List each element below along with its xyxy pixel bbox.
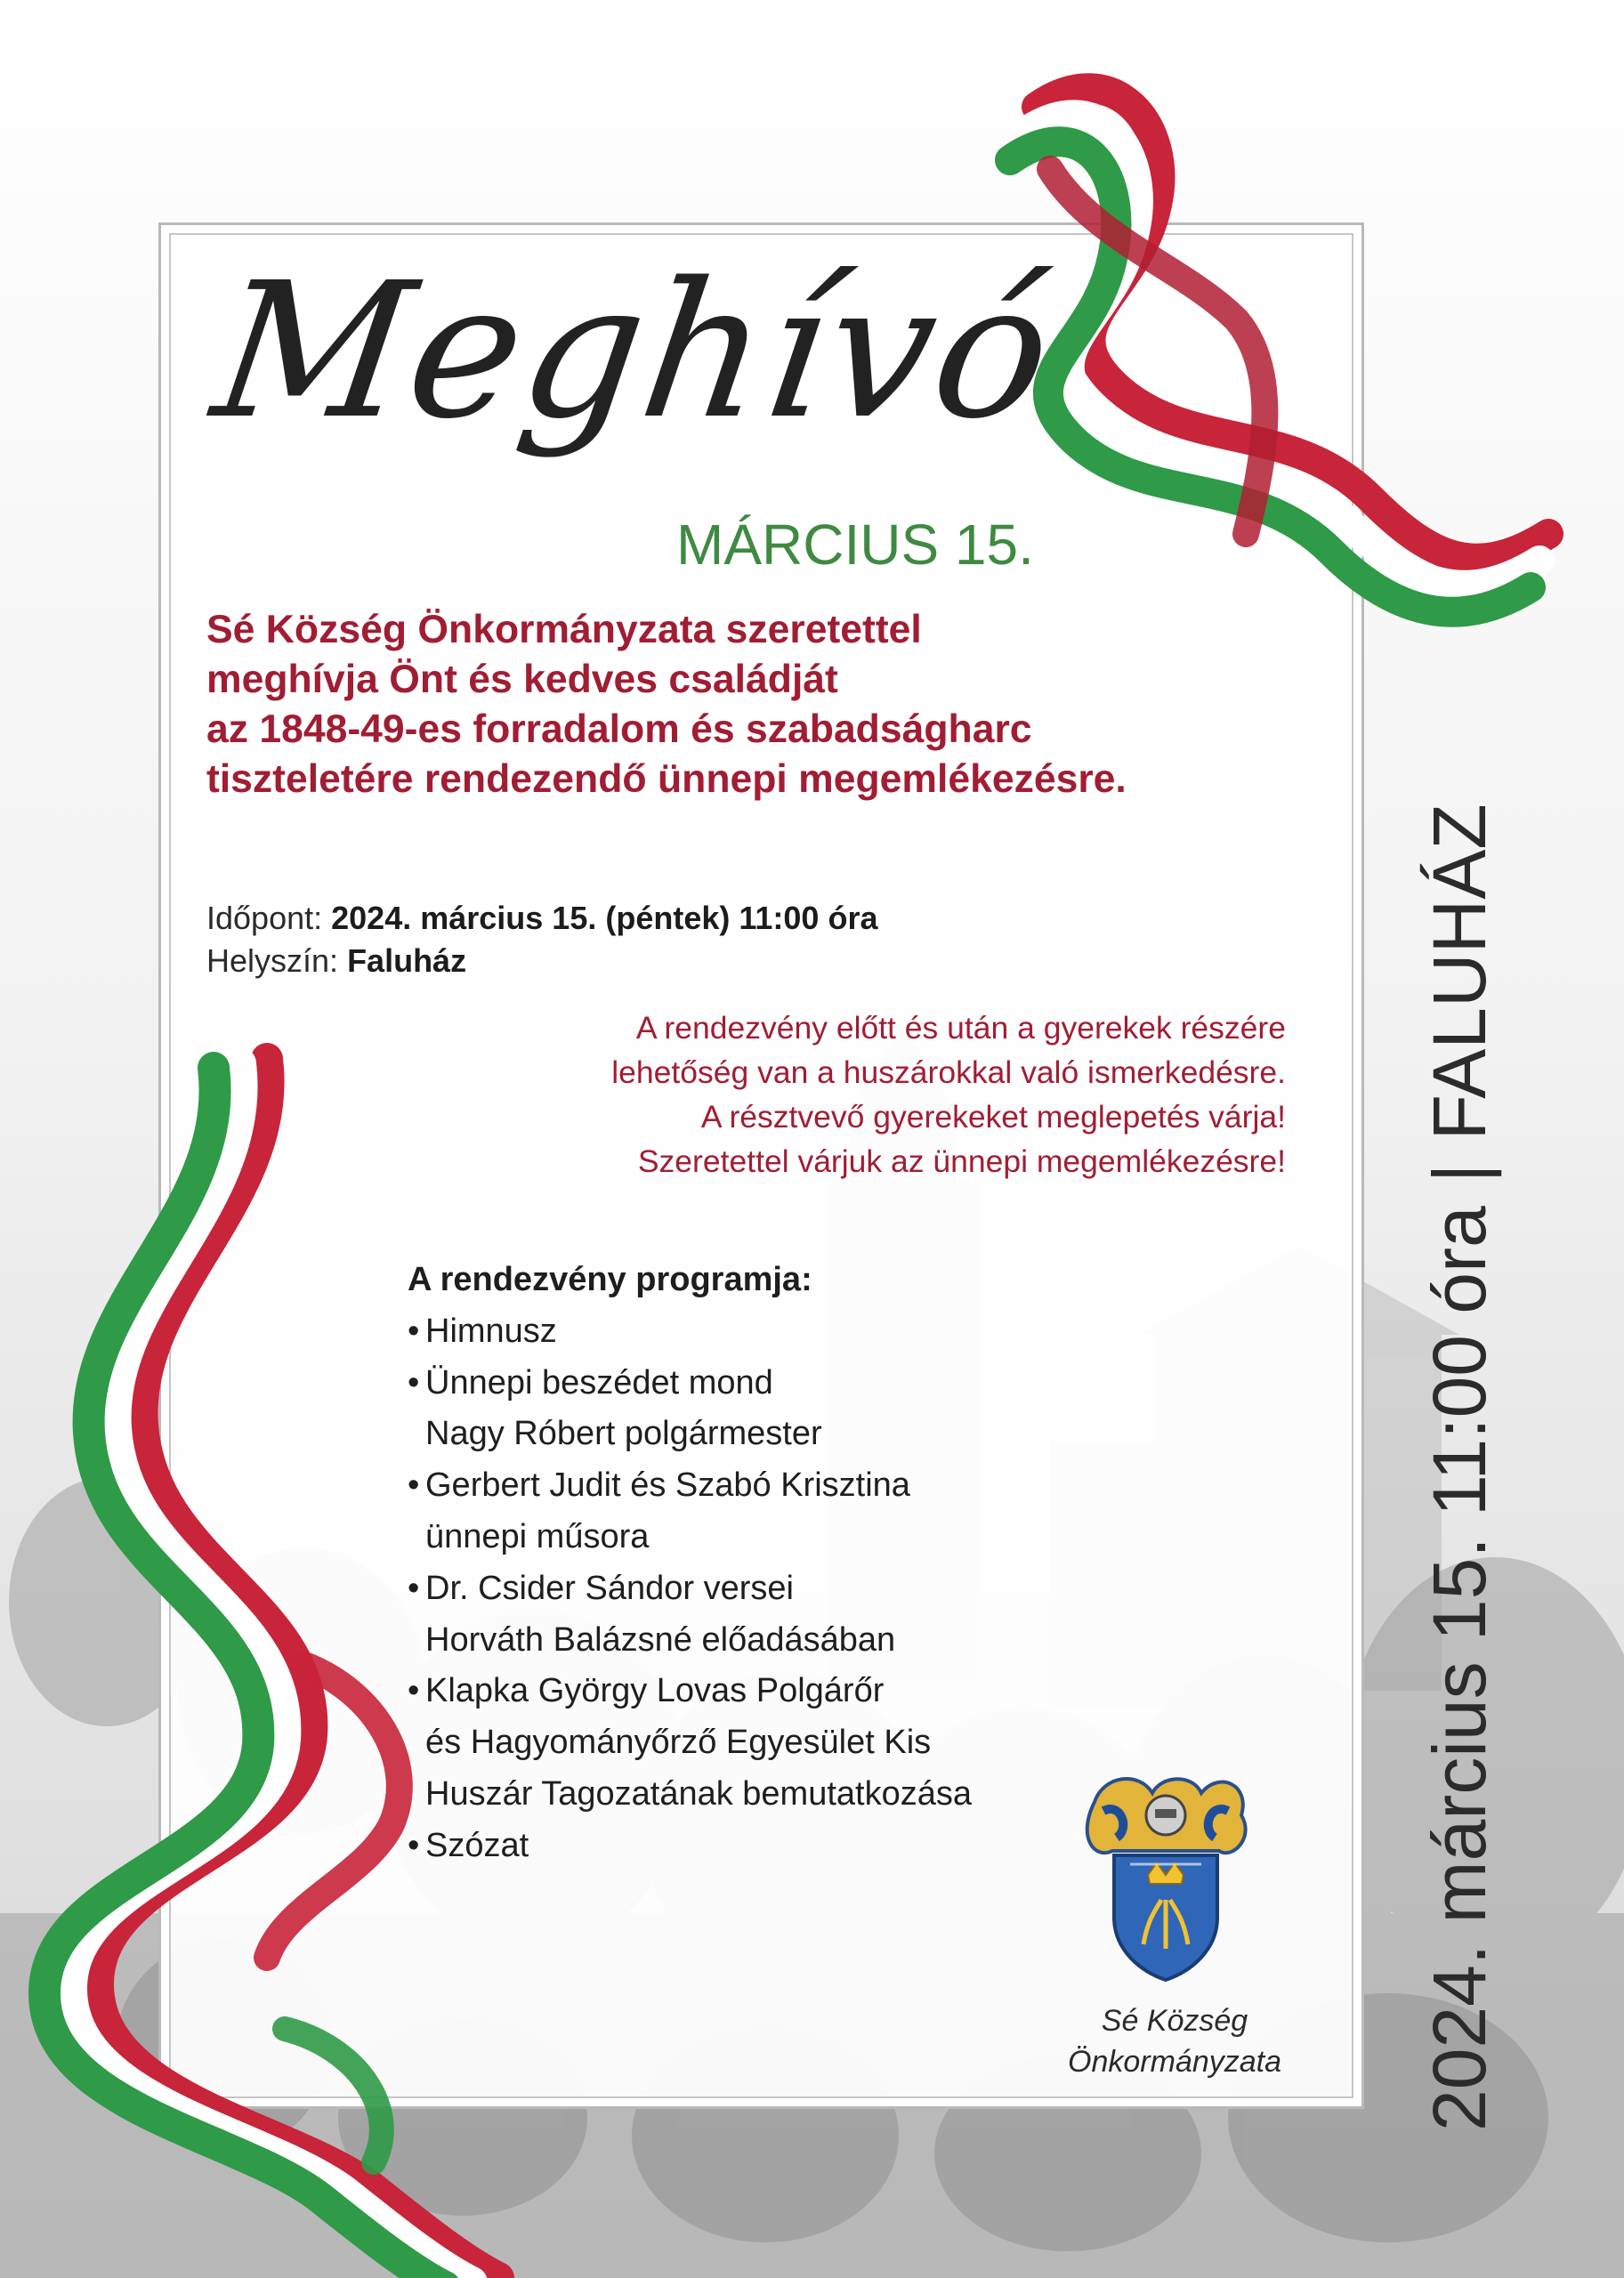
program-line-continued: Huszár Tagozatának bemutatkozása: [425, 1774, 972, 1813]
program-line-continued: Nagy Róbert polgármester: [425, 1415, 822, 1453]
program-line: Klapka György Lovas Polgárőr: [425, 1672, 885, 1710]
bullet: •: [408, 1826, 420, 1864]
program-line: Dr. Csider Sándor versei: [425, 1569, 794, 1607]
intro-line: tiszteletére rendezendő ünnepi megemlékezésre.: [206, 757, 1127, 801]
time-row: [206, 897, 1185, 940]
coat-of-arms-icon: [1077, 1766, 1255, 1984]
bullet: •: [408, 1466, 420, 1505]
bullet: •: [408, 1363, 420, 1402]
time-label: Időpont:: [206, 900, 323, 936]
side-separator: |: [1418, 1163, 1501, 1183]
invitation-title: Meghívó: [202, 242, 1066, 460]
bullet: •: [408, 1312, 420, 1350]
program-item: [408, 1460, 1119, 1512]
place-row: [206, 940, 1185, 982]
program-line-continued: ünnepi műsora: [425, 1517, 650, 1555]
intro-line: Sé Község Önkormányzata szeretettel: [206, 608, 922, 651]
note-line: lehetőség van a huszárokkal való ismerkedésre.: [611, 1054, 1286, 1090]
bullet: •: [408, 1672, 420, 1710]
program-line: Gerbert Judit és Szabó Krisztina: [425, 1466, 910, 1505]
program-line-continued: Horváth Balázsné előadásában: [425, 1620, 896, 1659]
program-line: Szózat: [425, 1826, 529, 1864]
children-notes: [418, 1006, 1286, 1183]
program-item: [408, 1358, 1119, 1410]
program-heading: A rendezvény programja:: [408, 1261, 812, 1298]
note-line: A résztvevő gyerekeket meglepetés várja!: [700, 1099, 1286, 1135]
note-line: Szeretettel várjuk az ünnepi megemlékezésre!: [637, 1143, 1286, 1179]
program-list: [408, 1255, 1119, 1872]
side-place: FALUHÁZ: [1418, 804, 1501, 1141]
program-item: [408, 1821, 1119, 1872]
date-subtitle: MÁRCIUS 15.: [676, 513, 1034, 577]
side-date: 2024. március 15. 11:00 óra: [1418, 1206, 1501, 2131]
program-line-continued: és Hagyományőrző Egyesület Kis: [425, 1724, 932, 1762]
program-item: [408, 1666, 1119, 1717]
event-details: [206, 897, 1185, 982]
intro-line: meghívja Önt és kedves családját: [206, 658, 838, 701]
crest-caption: [1032, 2000, 1317, 2082]
note-line: A rendezvény előtt és után a gyerekek részére: [635, 1010, 1286, 1046]
program-item: [408, 1563, 1119, 1615]
intro-line: az 1848-49-es forradalom és szabadságharc: [206, 707, 1032, 751]
time-value: 2024. március 15. (péntek) 11:00 óra: [331, 900, 878, 936]
program-line: Himnusz: [425, 1312, 557, 1350]
place-value: Faluház: [347, 942, 467, 979]
intro-text: [206, 605, 1310, 804]
program-line: Ünnepi beszédet mond: [425, 1363, 773, 1402]
vertical-date-place: [1410, 440, 1508, 2131]
crest-caption-line: Önkormányzata: [1068, 2045, 1281, 2079]
place-label: Helyszín:: [206, 942, 339, 979]
program-item: [408, 1306, 1119, 1358]
crest-caption-line: Sé Község: [1101, 2004, 1248, 2038]
bullet: •: [408, 1569, 420, 1607]
